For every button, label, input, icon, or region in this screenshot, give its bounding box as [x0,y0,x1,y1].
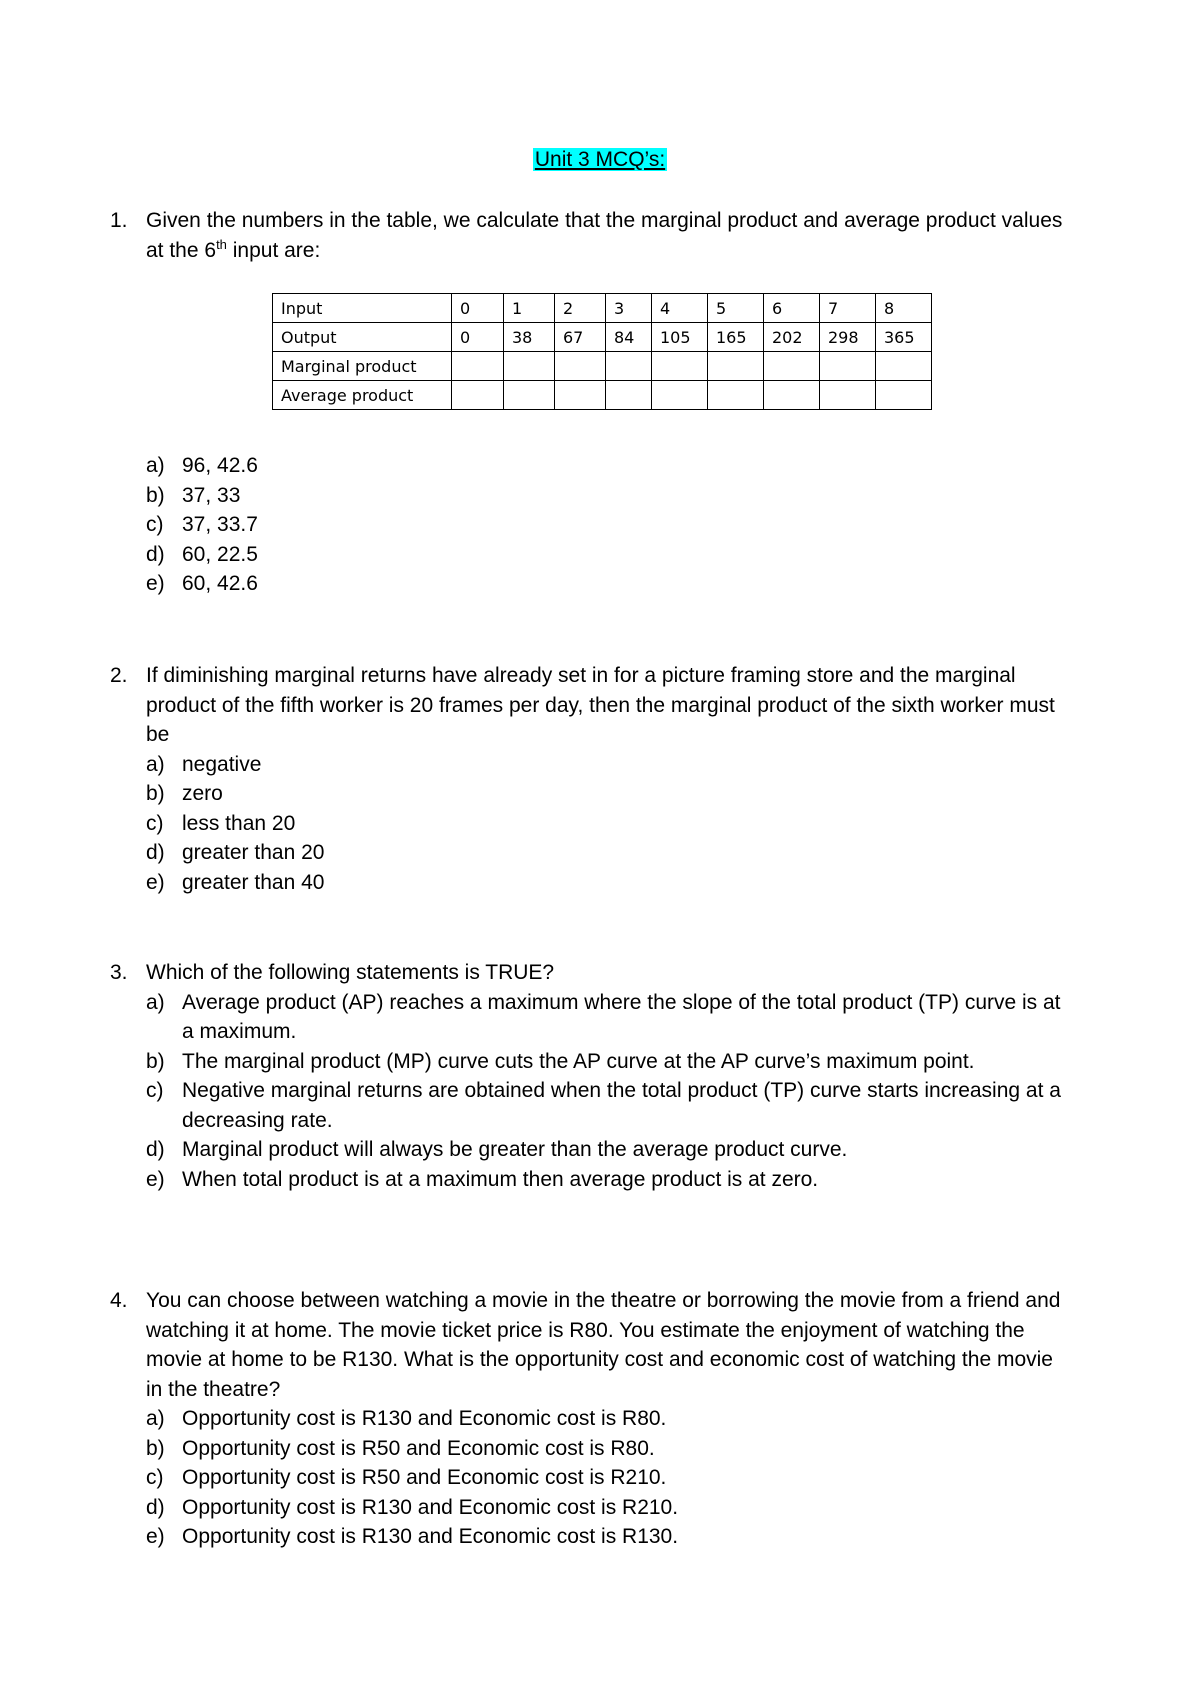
table-cell: 38 [504,323,555,352]
option-letter: a) [146,990,165,1014]
option-letter: d) [146,841,165,864]
row-label: Average product [273,381,452,410]
question-1-text-main: Given the numbers in the table, we calculate that the marginal product and average product values at the 6 [146,209,1063,262]
table-cell-empty [504,352,555,381]
option-letter: b) [146,483,165,507]
table-cell: 7 [820,294,876,323]
question-4-number: 4. [110,1289,128,1312]
row-label: Input [273,294,452,323]
option-letter: d) [146,1138,165,1161]
table-row-input [273,294,932,323]
question-1-options [146,451,746,599]
option-d [146,1493,1066,1523]
question-1 [110,206,1066,265]
question-4-options [146,1404,1066,1552]
option-e [146,868,1066,898]
option-b [146,481,746,511]
option-b [146,1047,1066,1077]
question-2-options [146,750,1066,898]
option-letter: c) [146,513,164,536]
table-cell: 8 [876,294,932,323]
option-letter: a) [146,1407,165,1430]
option-text: Negative marginal returns are obtained when the total product (TP) curve starts increasing at a decreasing rate. [182,1079,1061,1132]
option-text: greater than 20 [182,841,325,864]
table-cell-empty [452,352,504,381]
table-cell: 5 [708,294,764,323]
option-a [146,988,1066,1047]
option-text: Marginal product will always be greater than the average product curve. [182,1138,848,1161]
option-e [146,569,746,599]
title-text: Unit 3 MCQ’s: [534,148,666,171]
table-cell-empty [555,352,606,381]
option-text: negative [182,752,262,776]
table-cell-empty [708,352,764,381]
table-row-average [273,381,932,410]
table-cell-empty [708,381,764,410]
option-a [146,750,1066,780]
option-d [146,838,1066,868]
table-cell-empty [764,352,820,381]
option-text: The marginal product (MP) curve cuts the AP curve at the AP curve’s maximum point. [182,1049,975,1073]
table-cell-empty [820,352,876,381]
table-cell-empty [606,381,652,410]
table-row-marginal [273,352,932,381]
option-text: zero [182,782,223,805]
table-cell-empty [606,352,652,381]
option-b [146,779,1066,809]
table-cell: 365 [876,323,932,352]
option-text: 37, 33 [182,483,241,507]
question-3-text: Which of the following statements is TRUE? [146,961,555,984]
table-cell: 3 [606,294,652,323]
table-cell: 4 [652,294,708,323]
option-letter: e) [146,572,165,595]
option-letter: c) [146,811,164,835]
option-text: Opportunity cost is R50 and Economic cost is R210. [182,1466,667,1489]
option-text: Opportunity cost is R130 and Economic cost is R130. [182,1525,679,1548]
option-text: 37, 33.7 [182,513,258,536]
table-cell-empty [652,352,708,381]
row-label: Marginal product [273,352,452,381]
question-2 [110,661,1066,897]
question-4 [110,1286,1066,1552]
question-1-superscript: th [216,236,227,252]
table-cell: 84 [606,323,652,352]
table-cell: 2 [555,294,606,323]
option-text: 96, 42.6 [182,454,258,477]
production-table [272,293,932,410]
table-cell-empty [555,381,606,410]
question-3-options [146,988,1066,1195]
table-cell: 165 [708,323,764,352]
option-e [146,1165,1066,1195]
option-letter: a) [146,454,165,477]
table-cell: 6 [764,294,820,323]
table-row-output [273,323,932,352]
table-cell-empty [764,381,820,410]
table-cell-empty [876,381,932,410]
option-d [146,540,746,570]
option-letter: d) [146,542,165,566]
question-2-number: 2. [110,664,128,687]
table-cell: 0 [452,323,504,352]
question-1-number: 1. [110,209,128,232]
option-e [146,1522,1066,1552]
option-b [146,1434,1066,1464]
option-letter: e) [146,870,165,894]
option-c [146,1076,1066,1135]
table-cell: 0 [452,294,504,323]
option-letter: b) [146,1049,165,1073]
option-text: When total product is at a maximum then average product is at zero. [182,1167,819,1191]
question-2-text: If diminishing marginal returns have already set in for a picture framing store and the marginal product of the fifth worker is 20 frames per day, then the marginal product of the sixth worker must be [146,664,1055,746]
table-cell-empty [452,381,504,410]
question-1-text [146,206,1066,265]
option-letter: c) [146,1466,164,1489]
option-text: less than 20 [182,811,296,835]
table-cell-empty [820,381,876,410]
option-letter: b) [146,782,165,805]
option-letter: d) [146,1495,165,1519]
table-cell: 105 [652,323,708,352]
table-cell-empty [652,381,708,410]
option-a [146,1404,1066,1434]
table-cell-empty [876,352,932,381]
question-3 [110,958,1066,1194]
option-c [146,1463,1066,1493]
option-a [146,451,746,481]
option-letter: a) [146,752,165,776]
table-cell: 298 [820,323,876,352]
option-text: Average product (AP) reaches a maximum where the slope of the total product (TP) curve is at a maximum. [182,990,1061,1043]
option-letter: e) [146,1167,165,1191]
question-4-text: You can choose between watching a movie in the theatre or borrowing the movie from a friend and watching it at home. The movie ticket price is R80. You estimate the enjoyment of watching the movie at home to be R130. What is the opportunity cost and economic cost of watching the movie in the theatre? [146,1289,1061,1401]
option-d [146,1135,1066,1165]
option-text: 60, 22.5 [182,542,258,566]
option-text: greater than 40 [182,870,325,894]
option-c [146,809,1066,839]
row-label: Output [273,323,452,352]
table-cell: 1 [504,294,555,323]
table-cell-empty [504,381,555,410]
option-text: 60, 42.6 [182,572,258,595]
option-text: Opportunity cost is R130 and Economic cost is R80. [182,1407,667,1430]
option-letter: b) [146,1436,165,1460]
option-letter: e) [146,1525,165,1548]
option-text: Opportunity cost is R50 and Economic cost is R80. [182,1436,655,1460]
question-3-number: 3. [110,961,128,984]
option-text: Opportunity cost is R130 and Economic cost is R210. [182,1495,679,1519]
option-letter: c) [146,1079,164,1102]
page-title [0,146,1200,174]
option-c [146,510,746,540]
question-1-text-end: input are: [226,238,321,262]
table-cell: 67 [555,323,606,352]
table-cell: 202 [764,323,820,352]
